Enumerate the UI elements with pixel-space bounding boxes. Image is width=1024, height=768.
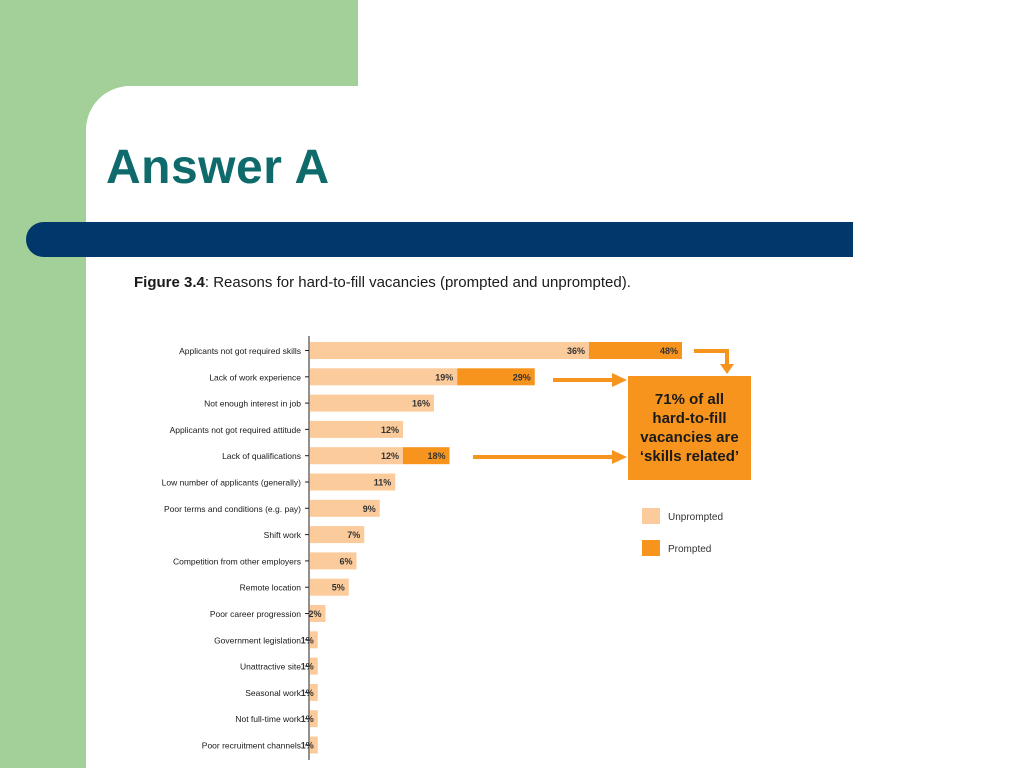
bar-value-label: 1%: [300, 635, 314, 646]
category-label: Poor career progression: [209, 609, 301, 619]
bar-value-label: 29%: [512, 372, 531, 383]
category-label: Lack of work experience: [209, 372, 301, 383]
category-label: Competition from other employers: [172, 556, 301, 567]
category-label: Seasonal work: [245, 687, 301, 698]
category-label: Low number of applicants (generally): [161, 477, 301, 488]
category-label: Unattractive site: [240, 661, 301, 672]
legend-label: Unprompted: [668, 512, 724, 523]
category-label: Remote location: [239, 582, 301, 593]
legend-swatch: [642, 540, 660, 556]
bar-value-label: 6%: [339, 556, 353, 567]
bar-unprompted: [310, 342, 589, 359]
bar-value-label: 1%: [300, 687, 314, 698]
callout-arrow: [694, 351, 727, 366]
slide-title: Answer A: [106, 141, 330, 194]
figure-caption-text: : Reasons for hard-to-fill vacancies (prompted and unprompted).: [204, 274, 631, 291]
bar-value-label: 16%: [411, 398, 430, 409]
category-label: Poor recruitment channels: [201, 740, 301, 751]
category-label: Not full-time work: [235, 714, 301, 725]
bar-value-label: 1%: [300, 661, 314, 672]
bar-value-label: 5%: [331, 582, 345, 593]
category-label: Government legislation: [214, 635, 301, 646]
bar-value-label: 12%: [380, 451, 399, 462]
bar-value-label: 12%: [380, 424, 399, 435]
bar-value-label: 1%: [300, 740, 314, 751]
bar-value-label: 2%: [308, 609, 322, 619]
category-label: Not enough interest in job: [204, 398, 301, 409]
bar-value-label: 48%: [659, 346, 678, 356]
bar-value-label: 19%: [435, 372, 454, 383]
category-label: Lack of qualifications: [222, 451, 301, 462]
bar-value-label: 36%: [566, 346, 585, 356]
arrowhead-icon: [612, 373, 627, 387]
category-label: Shift work: [263, 530, 301, 541]
bar-value-label: 7%: [347, 530, 361, 541]
legend-label: Prompted: [668, 544, 712, 555]
category-label: Poor terms and conditions (e.g. pay): [163, 503, 301, 514]
bar-value-label: 9%: [362, 503, 376, 514]
legend-swatch: [642, 508, 660, 524]
category-label: Applicants not got required skills: [179, 346, 301, 356]
bar-value-label: 18%: [427, 451, 446, 462]
arrowhead-icon: [612, 450, 627, 464]
bar-value-label: 1%: [300, 714, 314, 725]
skills-callout-box: 71% of all hard-to-fill vacancies are ‘skills related’: [628, 376, 751, 480]
category-label: Applicants not got required attitude: [169, 424, 301, 435]
bar-value-label: 11%: [373, 477, 392, 488]
arrowhead-icon: [720, 364, 734, 374]
figure-label: Figure 3.4: [134, 274, 205, 291]
